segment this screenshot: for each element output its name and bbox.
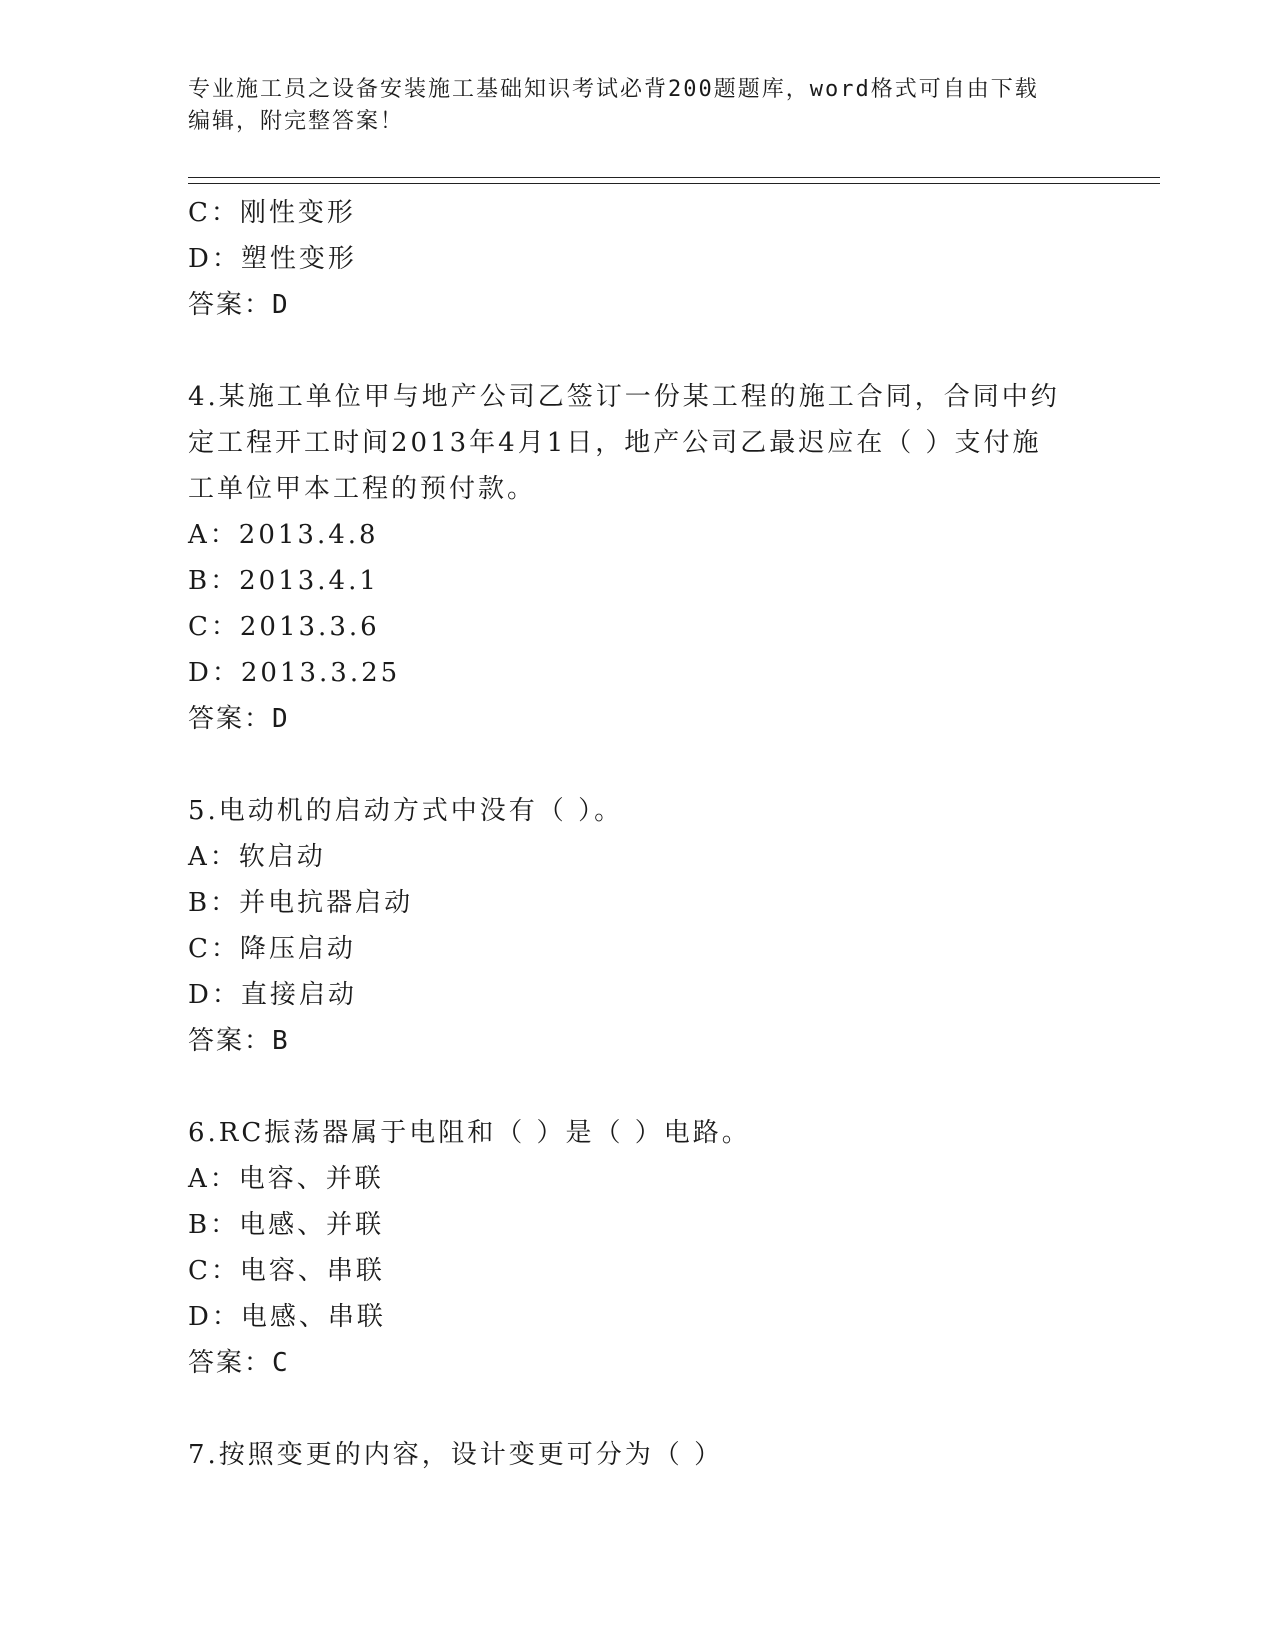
spacer	[188, 1064, 1088, 1110]
option-b: B：电感、并联	[188, 1210, 385, 1240]
option-a: A：软启动	[188, 842, 326, 872]
header-divider-bottom	[188, 183, 1160, 184]
answer-line: 答案：B	[188, 1026, 290, 1056]
option-d: D：直接启动	[188, 980, 357, 1010]
option-c: C：电容、串联	[188, 1256, 385, 1286]
question-text: 7.按照变更的内容，设计变更可分为（ ）	[188, 1440, 724, 1470]
question-3-remainder	[188, 190, 1088, 328]
header-line-2: 编辑，附完整答案！	[188, 109, 405, 134]
option-d: D：电感、串联	[188, 1302, 386, 1332]
option-b: B：并电抗器启动	[188, 888, 414, 918]
header-divider-top	[188, 177, 1160, 178]
option-b: B：2013.4.1	[188, 566, 379, 596]
answer-line: 答案：C	[188, 1348, 290, 1378]
option-c: C：降压启动	[188, 934, 356, 964]
question-6	[188, 1110, 1088, 1386]
question-text-line-1: 4.某施工单位甲与地产公司乙签订一份某工程的施工合同，合同中约	[188, 382, 1060, 412]
option-c: C：2013.3.6	[188, 612, 380, 642]
option-c: C：刚性变形	[188, 198, 356, 228]
spacer	[188, 328, 1088, 374]
document-header	[188, 74, 1068, 138]
header-line-1: 专业施工员之设备安装施工基础知识考试必背200题题库，word格式可自由下载	[188, 77, 1039, 102]
answer-line: 答案：D	[188, 704, 290, 734]
question-text-line-2: 定工程开工时间2013年4月1日，地产公司乙最迟应在（ ）支付施	[188, 428, 1042, 458]
document-body	[188, 190, 1088, 1478]
question-7	[188, 1432, 1088, 1478]
spacer	[188, 1386, 1088, 1432]
option-a: A：电容、并联	[188, 1164, 384, 1194]
spacer	[188, 742, 1088, 788]
question-4	[188, 374, 1088, 742]
option-d: D：2013.3.25	[188, 658, 401, 688]
option-d: D：塑性变形	[188, 244, 357, 274]
question-text: 5.电动机的启动方式中没有（ ）。	[188, 796, 624, 826]
question-text: 6.RC振荡器属于电阻和（ ）是（ ）电路。	[188, 1118, 751, 1148]
option-a: A：2013.4.8	[188, 520, 379, 550]
question-5	[188, 788, 1088, 1064]
answer-line: 答案：D	[188, 290, 290, 320]
question-text-line-3: 工单位甲本工程的预付款。	[188, 474, 537, 504]
